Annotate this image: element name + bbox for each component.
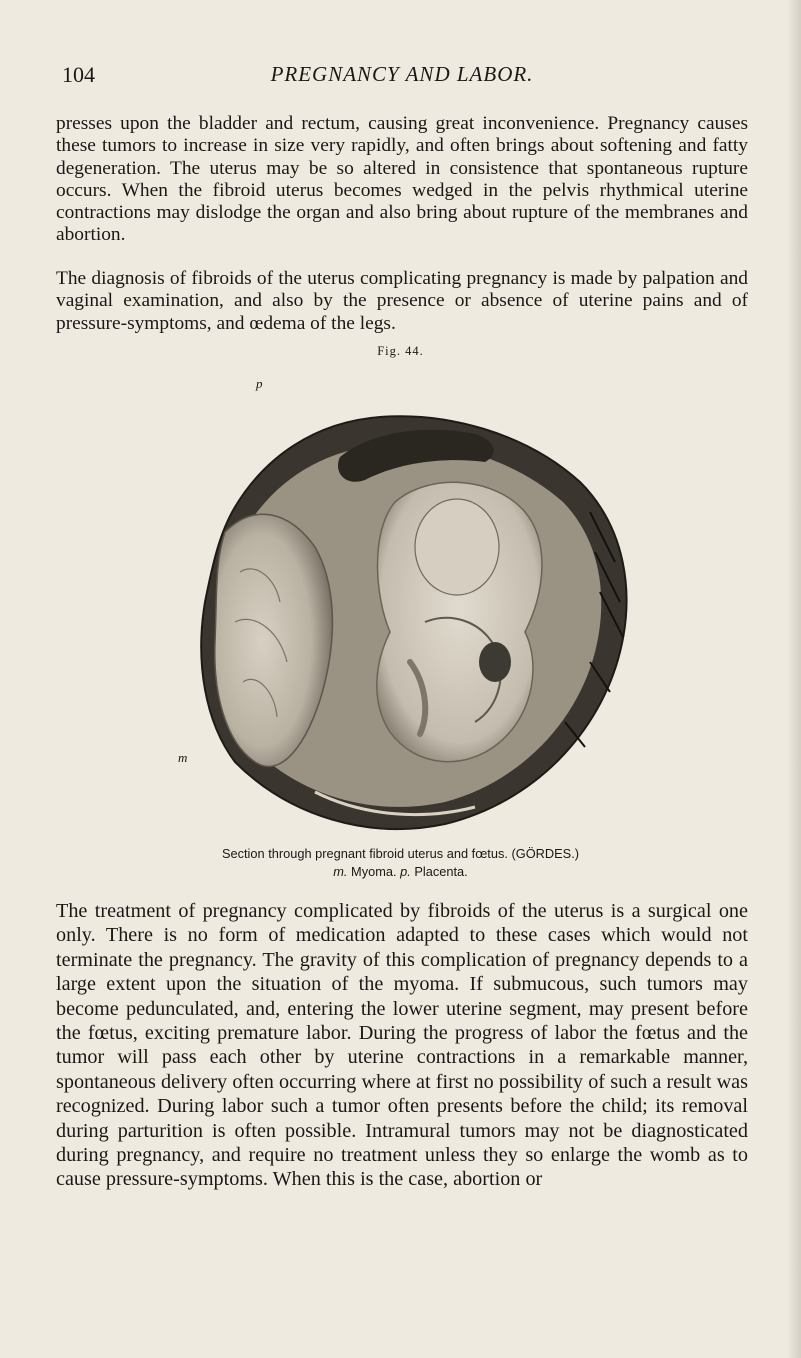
paragraph-1: presses upon the bladder and rectum, causing great inconvenience. Pregnancy causes these tumors to increase in size very rapidly, and often brings about softening and fatty degeneration. The uterus may be so altered in consistence that spontaneous rupture occurs. When the fibroid uterus becomes wedged in the pelvis rhythmical uterine contractions may dislodge the organ and also bring about rupture of the membranes and abortion. [56, 113, 748, 246]
caption-key-p: p. [400, 864, 411, 879]
uterus-section-illustration [195, 362, 645, 837]
figure-letter-p: p [256, 376, 263, 391]
page-number: 104 [62, 62, 95, 87]
caption-key-p-text: Placenta. [414, 864, 468, 879]
figure-caption-line-1 [0, 846, 801, 861]
figure-letter-m: m [178, 750, 188, 765]
caption-text: Section through pregnant fibroid uterus and fœtus. [221, 846, 508, 861]
paragraph-2: The diagnosis of fibroids of the uterus complicating pregnancy is made by palpation and vaginal examination, and also by the presence or absence of uterine pains and of pressure-symptoms, and œdema of the legs. [56, 268, 748, 334]
page-edge-shadow [787, 0, 801, 1358]
paragraph-3: The treatment of pregnancy complicated by fibroids of the uterus is a surgical one only. There is no form of medication adapted to these cases which would not terminate the pregnancy. The gravity of this complication of pregnancy depends to a large extent upon the situation of the myoma. If submucous, such tumors may become pedunculated, and, entering the lower uterine segment, may present before the fœtus, exciting premature labor. During the progress of labor the fœtus and the tumor will pass each other by uterine contractions in a remarkable manner, spontaneous delivery often occurring where at first no possibility of such a result was recognized. During labor such a tumor often presents before the child; its removal during parturition is often possible. Intramural tumors may not be diagnosticated during pregnancy, and require no treatment unless they so enlarge the womb as to cause pressure-symptoms. When this is the case, abortion or [56, 900, 748, 1191]
caption-key-m-text: Myoma. [351, 864, 397, 879]
figure-caption-line-2 [0, 864, 801, 879]
figure-label: Fig. 44. [377, 344, 424, 358]
running-head: PREGNANCY AND LABOR. [270, 62, 534, 86]
caption-credit: (GÖRDES.) [511, 846, 580, 861]
page-header [52, 62, 752, 96]
caption-key-m: m. [333, 864, 348, 879]
